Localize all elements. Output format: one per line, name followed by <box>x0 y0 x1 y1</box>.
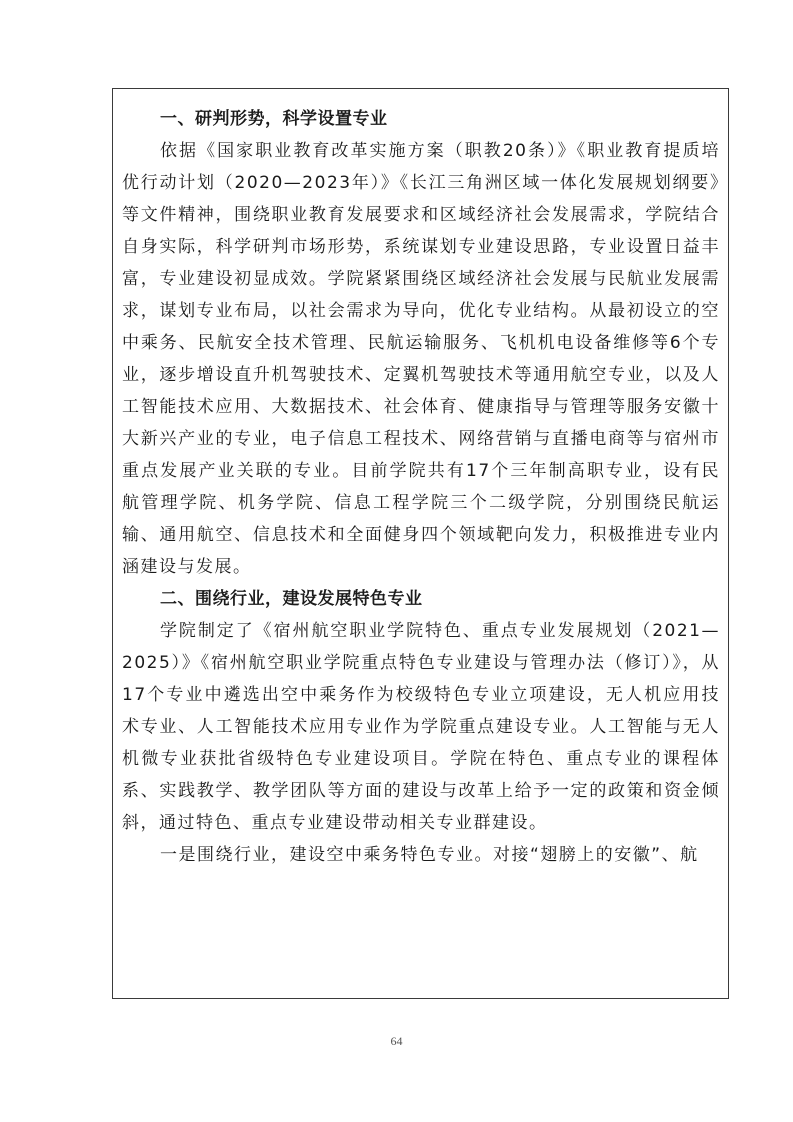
section2-heading: 二、围绕行业，建设发展特色专业 <box>160 589 423 609</box>
section2-paragraph: 学院制定了《宿州航空职业学院特色、重点专业发展规划（2021—2025）》《宿州航空职业学院重点特色专业建设与管理办法（修订）》，从17个专业中遴选出空中乘务作为校级特色专业立项建设，无人机应用技术专业、人工智能技术应用专业作为学院重点建设专业。人工智能与无人机微专业获批省级特色专业建设项目。学院在特色、重点专业的课程体系、实践教学、教学团队等方面的建设与改革上给予一定的政策和资金倾斜，通过特色、重点专业建设带动相关专业群建设。 <box>122 621 720 833</box>
section1-heading: 一、研判形势，科学设置专业 <box>160 109 388 129</box>
document-body <box>122 103 720 871</box>
section1-paragraph: 依据《国家职业教育改革实施方案（职教20条）》《职业教育提质培优行动计划（2020—2023年）》《长江三角洲区域一体化发展规划纲要》等文件精神，围绕职业教育发展要求和区域经济社会发展需求，学院结合自身实际，科学研判市场形势，系统谋划专业建设思路，专业设置日益丰富，专业建设初显成效。学院紧紧围绕区域经济社会发展与民航业发展需求，谋划专业布局，以社会需求为导向，优化专业结构。从最初设立的空中乘务、民航安全技术管理、民航运输服务、飞机机电设备维修等6个专业，逐步增设直升机驾驶技术、定翼机驾驶技术等通用航空专业，以及人工智能技术应用、大数据技术、社会体育、健康指导与管理等服务安徽十大新兴产业的专业，电子信息工程技术、网络营销与直播电商等与宿州市重点发展产业关联的专业。目前学院共有17个三年制高职专业，设有民航管理学院、机务学院、信息工程学院三个二级学院，分别围绕民航运输、通用航空、信息技术和全面健身四个领域靶向发力，积极推进专业内涵建设与发展。 <box>122 141 720 577</box>
document-frame <box>112 88 729 999</box>
section2-paragraph-2: 一是围绕行业，建设空中乘务特色专业。对接“翅膀上的安徽”、航 <box>160 845 699 865</box>
page-number: 64 <box>390 1034 403 1048</box>
